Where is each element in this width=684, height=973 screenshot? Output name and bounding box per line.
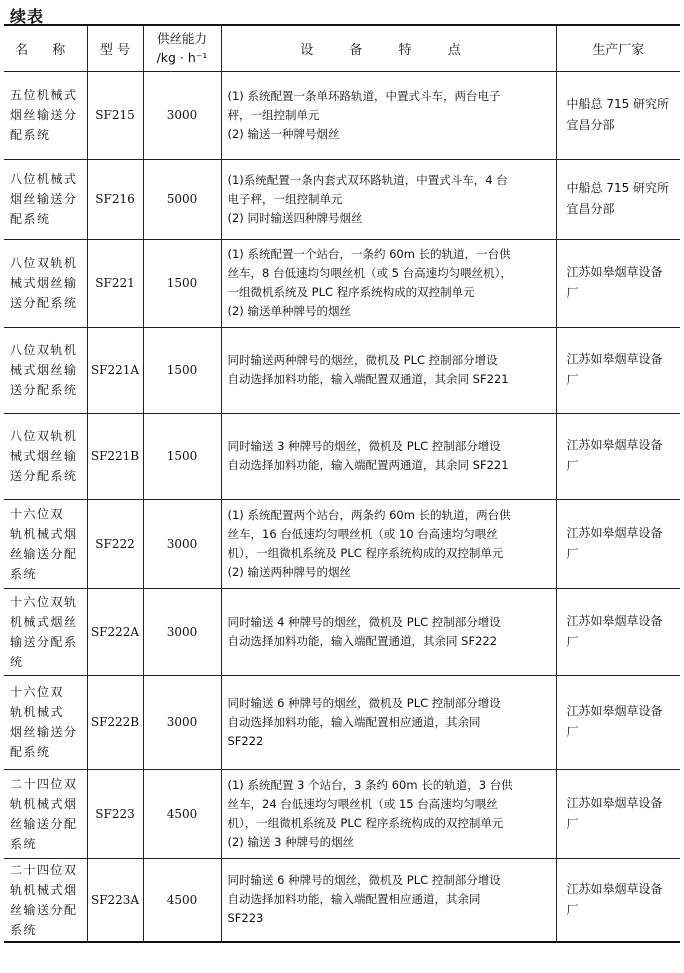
cell-line: SF222	[227, 733, 264, 748]
cell-line: 丝输送分配	[10, 902, 78, 917]
cell-line: 八位双轨机	[10, 429, 78, 443]
cell-line: 轨机械式烟	[10, 796, 78, 811]
cell-maker	[556, 769, 680, 858]
cell-line: 同时输送 4 种牌号的烟丝，微机及 PLC 控制部分增设	[227, 614, 501, 629]
cell-features	[221, 499, 556, 588]
cell-line: 同时输送 6 种牌号的烟丝，微机及 PLC 控制部分增设	[227, 695, 501, 710]
cell-line: 械式烟丝输	[10, 363, 78, 377]
table-row	[4, 71, 680, 159]
cell-name	[4, 239, 87, 327]
cell-line: 系统	[10, 836, 38, 851]
table-body	[4, 71, 680, 942]
cell-line: 厂	[566, 546, 579, 561]
cell-capacity: 1500	[143, 327, 221, 413]
cell-line: 轨机械式	[10, 705, 65, 719]
cell-model: SF221A	[87, 327, 143, 413]
cell-line: 自动选择加料功能，输入端配置两通道，其余同 SF221	[227, 458, 509, 472]
cell-line: 同时输送 6 种牌号的烟丝，微机及 PLC 控制部分增设	[227, 873, 501, 888]
cell-line: 江苏如皋烟草设备	[566, 352, 663, 366]
cell-line: (2) 输送一种牌号烟丝	[227, 126, 340, 141]
cell-line: 中船总 715 研究所	[566, 97, 670, 111]
cell-line: 丝输送分配	[10, 546, 78, 561]
cell-line: 机械式烟丝	[10, 614, 78, 629]
header-name: 名 称	[4, 25, 87, 71]
cell-line: 烟丝输送分	[10, 192, 78, 206]
cell-line: 厂	[566, 373, 579, 387]
header-model: 型 号	[87, 25, 143, 71]
cell-line: 江苏如皋烟草设备	[566, 881, 663, 896]
cell-maker	[556, 159, 680, 239]
header-maker: 生产厂家	[556, 25, 680, 71]
header-capacity	[143, 25, 221, 71]
cell-line: 配系统	[10, 128, 51, 142]
cell-line: (2) 输送 3 种牌号的烟丝	[227, 834, 355, 849]
cell-line: 输送分配系	[10, 634, 78, 649]
table-row	[4, 588, 680, 675]
cell-line: 宜昌分部	[566, 118, 615, 132]
cell-line: (1)系统配置一条内套式双环路轨道，中置式斗车，4 台	[227, 172, 508, 187]
cell-features	[221, 858, 556, 942]
cell-line: SF223	[227, 911, 264, 926]
cell-maker	[556, 71, 680, 159]
cell-name	[4, 675, 87, 769]
cell-line: 丝车，16 台低速均匀喂丝机（或 10 台高速均匀喂丝	[227, 526, 498, 541]
cell-name	[4, 499, 87, 588]
cell-capacity: 1500	[143, 239, 221, 327]
cell-features	[221, 159, 556, 239]
cell-features	[221, 327, 556, 413]
header-capacity-line2: /kg · h⁻¹	[156, 50, 208, 66]
cell-line: 械式烟丝输	[10, 276, 78, 290]
cell-features	[221, 588, 556, 675]
cell-capacity: 4500	[143, 858, 221, 942]
cell-line: 江苏如皋烟草设备	[566, 795, 663, 810]
cell-line: (2) 输送两种牌号的烟丝	[227, 564, 351, 579]
cell-capacity: 1500	[143, 413, 221, 499]
cell-line: 送分配系统	[10, 296, 78, 310]
cell-model: SF223A	[87, 858, 143, 942]
cell-model: SF215	[87, 71, 143, 159]
cell-maker	[556, 499, 680, 588]
cell-line: (1) 系统配置一个站台，一条约 60m 长的轨道，一台供	[227, 247, 511, 261]
cell-capacity: 3000	[143, 71, 221, 159]
cell-model: SF223	[87, 769, 143, 858]
table-row	[4, 858, 680, 942]
cell-line: 厂	[566, 286, 579, 300]
cell-line: 一组微机系统及 PLC 程序系统构成的双控制单元	[227, 285, 475, 299]
cell-name	[4, 588, 87, 675]
table-caption: 续表	[10, 7, 45, 26]
cell-line: 丝车，24 台低速均匀喂丝机（或 15 台高速均匀喂丝	[227, 796, 498, 811]
cell-line: 江苏如皋烟草设备	[566, 265, 663, 279]
cell-line: 厂	[566, 634, 579, 649]
table-row	[4, 413, 680, 499]
cell-capacity: 5000	[143, 159, 221, 239]
equipment-table	[4, 24, 680, 943]
cell-line: 系统	[10, 922, 38, 937]
header-row	[4, 25, 680, 71]
cell-line: 十六位双	[10, 506, 65, 521]
cell-line: 厂	[566, 459, 579, 473]
cell-model: SF221B	[87, 413, 143, 499]
cell-model: SF216	[87, 159, 143, 239]
cell-name	[4, 71, 87, 159]
cell-line: 自动选择加料功能，输入端配置双通道，其余同 SF221	[227, 372, 509, 386]
cell-line: 烟丝输送分	[10, 725, 78, 739]
cell-name	[4, 327, 87, 413]
cell-line: 机），一组微机系统及 PLC 程序系统构成的双控制单元	[227, 545, 504, 560]
cell-line: 宜昌分部	[566, 202, 615, 216]
cell-maker	[556, 239, 680, 327]
cell-line: 江苏如皋烟草设备	[566, 438, 663, 452]
cell-name	[4, 413, 87, 499]
cell-line: 厂	[566, 725, 579, 739]
cell-line: 统	[10, 654, 24, 669]
cell-line: 系统	[10, 566, 38, 581]
cell-features	[221, 71, 556, 159]
cell-name	[4, 769, 87, 858]
cell-line: 江苏如皋烟草设备	[566, 525, 663, 540]
table-row	[4, 159, 680, 239]
cell-line: 八位双轨机	[10, 256, 78, 270]
cell-line: 二十四位双	[10, 776, 78, 791]
cell-line: 江苏如皋烟草设备	[566, 704, 663, 718]
cell-model: SF222	[87, 499, 143, 588]
cell-capacity: 3000	[143, 588, 221, 675]
table-row	[4, 675, 680, 769]
cell-name	[4, 159, 87, 239]
cell-model: SF222B	[87, 675, 143, 769]
cell-line: 丝车，8 台低速均匀喂丝机（或 5 台高速均匀喂丝机），	[227, 266, 512, 280]
cell-line: 秤，一组控制单元	[227, 107, 320, 122]
cell-maker	[556, 413, 680, 499]
cell-maker	[556, 588, 680, 675]
cell-line: 自动选择加料功能，输入端配置相应通道，其余同	[227, 714, 481, 729]
cell-line: 二十四位双	[10, 862, 78, 877]
cell-maker	[556, 327, 680, 413]
cell-line: 自动选择加料功能，输入端配置通道，其余同 SF222	[227, 633, 498, 648]
cell-features	[221, 239, 556, 327]
cell-line: 配系统	[10, 212, 51, 226]
header-capacity-line1: 供丝能力	[156, 31, 207, 47]
cell-line: 自动选择加料功能，输入端配置相应通道，其余同	[227, 892, 481, 907]
header-features: 设 备 特 点	[221, 25, 556, 71]
cell-model: SF221	[87, 239, 143, 327]
cell-line: 送分配系统	[10, 383, 78, 397]
cell-maker	[556, 858, 680, 942]
cell-name	[4, 858, 87, 942]
cell-line: 八位机械式	[10, 172, 78, 186]
table-row	[4, 769, 680, 858]
cell-line: 中船总 715 研究所	[566, 181, 670, 195]
cell-line: (1) 系统配置一条单环路轨道，中置式斗车，两台电子	[227, 88, 501, 103]
cell-line: 十六位双轨	[10, 594, 78, 609]
cell-features	[221, 413, 556, 499]
cell-line: 机），一组微机系统及 PLC 程序系统构成的双控制单元	[227, 815, 504, 830]
cell-line: 同时输送 3 种牌号的烟丝，微机及 PLC 控制部分增设	[227, 439, 501, 453]
cell-line: (2) 同时输送四种牌号烟丝	[227, 210, 363, 225]
cell-features	[221, 675, 556, 769]
cell-line: (1) 系统配置 3 个站台，3 条约 60m 长的轨道，3 台供	[227, 777, 513, 792]
table-row	[4, 327, 680, 413]
cell-line: 厂	[566, 816, 579, 831]
table-header	[4, 25, 680, 71]
cell-line: 厂	[566, 902, 579, 917]
cell-capacity: 3000	[143, 675, 221, 769]
cell-line: (2) 输送单种牌号的烟丝	[227, 304, 351, 318]
table-row	[4, 499, 680, 588]
cell-line: 江苏如皋烟草设备	[566, 613, 663, 628]
cell-line: 五位机械式	[10, 88, 78, 102]
cell-line: 八位双轨机	[10, 343, 78, 357]
cell-capacity: 3000	[143, 499, 221, 588]
cell-line: 十六位双	[10, 685, 65, 699]
cell-line: 配系统	[10, 745, 51, 759]
cell-line: 同时输送两种牌号的烟丝，微机及 PLC 控制部分增设	[227, 353, 498, 367]
cell-line: 电子秤，一组控制单元	[227, 191, 343, 206]
cell-model: SF222A	[87, 588, 143, 675]
cell-capacity: 4500	[143, 769, 221, 858]
cell-line: (1) 系统配置两个站台，两条约 60m 长的轨道，两台供	[227, 507, 511, 522]
cell-line: 轨机械式烟	[10, 882, 78, 897]
cell-line: 轨机械式烟	[10, 526, 78, 541]
cell-maker	[556, 675, 680, 769]
cell-line: 械式烟丝输	[10, 449, 78, 463]
cell-line: 丝输送分配	[10, 816, 78, 831]
cell-features	[221, 769, 556, 858]
table-row	[4, 239, 680, 327]
cell-line: 送分配系统	[10, 469, 78, 483]
cell-line: 烟丝输送分	[10, 108, 78, 122]
